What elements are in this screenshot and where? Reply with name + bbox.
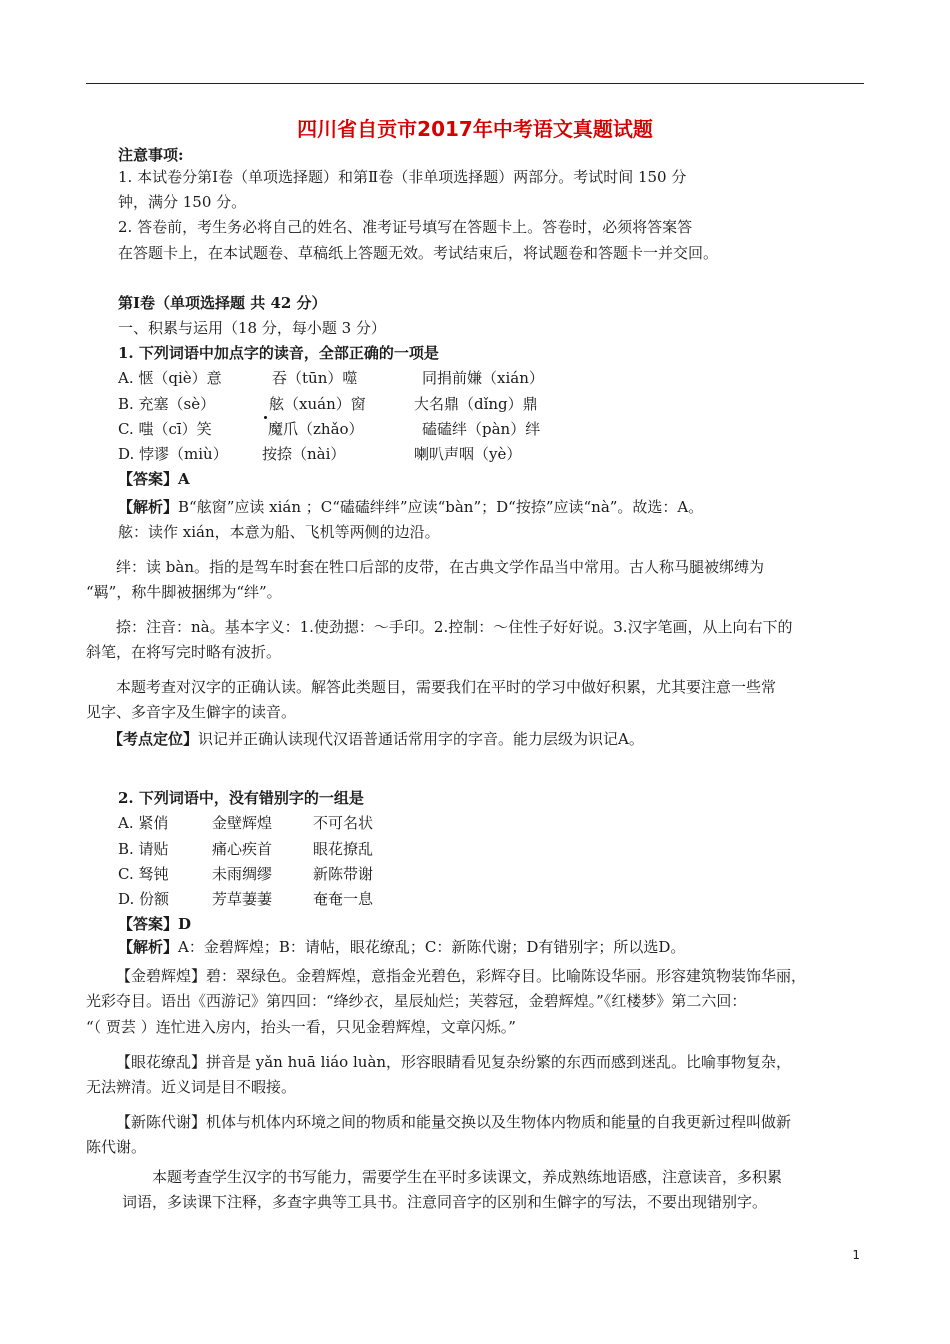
point-line xyxy=(108,729,644,749)
notice-line: 1. 本试卷分第Ⅰ卷（单项选择题）和第Ⅱ卷（非单项选择题）两部分。考试时间 150 分 xyxy=(118,168,687,186)
option-b-2: 舷（xuán）窗 xyxy=(269,395,366,413)
section-subheading: 一、积累与运用（18 分，每小题 3 分） xyxy=(118,319,386,337)
option-c-2: 魔爪（zhǎo） xyxy=(268,420,364,438)
notice-heading: 注意事项: xyxy=(118,146,184,164)
analysis-label: 【解析】 xyxy=(118,498,179,516)
option-b-2: 痛心疾首 xyxy=(212,840,273,858)
section-heading: 第Ⅰ卷（单项选择题 共 42 分） xyxy=(118,294,327,312)
answer: 【答案】D xyxy=(118,915,192,933)
note-line: 绊：读 bàn。指的是驾车时套在牲口后部的皮带，在古典文学作品当中常用。古人称马腿被绑缚为 xyxy=(116,558,764,576)
note-line: 捺：注音：nà。基本字义：1.使劲摁：～手印。2.控制：～住性子好好说。3.汉字笔画，从上向右下的 xyxy=(116,618,793,636)
analysis xyxy=(118,937,685,957)
option-d-1: D. 份额 xyxy=(118,890,170,908)
note-line: 词语，多读课下注释，多查字典等工具书。注意同音字的区别和生僻字的写法，不要出现错别字。 xyxy=(122,1193,768,1211)
notice-line: 钟，满分 150 分。 xyxy=(118,193,247,211)
note-line: 光彩夺目。语出《西游记》第四回：“绛纱衣，星辰灿烂；芙蓉冠，金碧辉煌。”《红楼梦》第二六回： xyxy=(86,992,747,1010)
option-a-3: 同捐前嫌（xián） xyxy=(422,369,544,387)
option-b-3: 大名鼎（dǐng）鼎 xyxy=(414,395,538,413)
option-d-2: 按捺（nài） xyxy=(262,445,346,463)
option-d-1: D. 悖谬（miù） xyxy=(118,445,228,463)
note-line: “羁”，称牛脚被捆绑为“绊”。 xyxy=(86,583,282,601)
note-line: “（ 贾芸 ）连忙进入房内，抬头一看，只见金碧辉煌，文章闪烁。” xyxy=(86,1018,516,1036)
note-line: 陈代谢。 xyxy=(86,1138,147,1156)
option-b-1: B. 请贴 xyxy=(118,840,169,858)
analysis xyxy=(118,497,703,517)
option-a-1: A. 紧俏 xyxy=(118,814,169,832)
note-line: 舷：读作 xián，本意为船、飞机等两侧的边沿。 xyxy=(118,523,440,541)
page-number: 1 xyxy=(852,1248,860,1262)
question-stem: 2. 下列词语中，没有错别字的一组是 xyxy=(118,789,364,807)
page-title: 四川省自贡市2017年中考语文真题试题 xyxy=(297,117,653,141)
question-stem: 1. 下列词语中加点字的读音，全部正确的一项是 xyxy=(118,344,439,362)
note-line: 见字、多音字及生僻字的读音。 xyxy=(86,703,297,721)
notice-line: 2. 答卷前，考生务必将自己的姓名、准考证号填写在答题卡上。答卷时，必须将答案答 xyxy=(118,218,693,236)
note-line: 本题考查对汉字的正确认读。解答此类题目，需要我们在平时的学习中做好积累，尤其要注意一些常 xyxy=(116,678,777,696)
notice-line: 在答题卡上，在本试题卷、草稿纸上答题无效。考试结束后，将试题卷和答题卡一并交回。 xyxy=(118,244,719,262)
option-b-3: 眼花撩乱 xyxy=(313,840,374,858)
note-line: 【新陈代谢】机体与机体内环境之间的物质和能量交换以及生物体内物质和能量的自我更新过程叫做新 xyxy=(116,1113,792,1131)
option-a-2: 金壁辉煌 xyxy=(212,814,273,832)
analysis-text: B“舷窗”应读 xián ；C“磕磕绊绊”应读“bàn”；D“按捺”应读“nà”。故选：A。 xyxy=(178,498,704,516)
option-c-3: 磕磕绊（pàn）绊 xyxy=(422,420,541,438)
note-line: 【眼花缭乱】拼音是 yǎn huā liáo luàn，形容眼睛看见复杂纷繁的东西而感到迷乱。比喻事物复杂， xyxy=(116,1053,792,1071)
note-line: 无法辨清。近义词是目不暇接。 xyxy=(86,1078,297,1096)
note-line: 本题考查学生汉字的书写能力，需要学生在平时多读课文，养成熟练地语感，注意读音，多积累 xyxy=(152,1168,783,1186)
option-a-2: 吞（tūn）噬 xyxy=(272,369,358,387)
option-a-3: 不可名状 xyxy=(313,814,374,832)
option-d-2: 芳草萋萋 xyxy=(212,890,273,908)
option-c-1: C. 嗤（cī）笑 xyxy=(118,420,212,438)
note-line: 【金碧辉煌】碧：翠绿色。金碧辉煌，意指金光碧色，彩辉夺目。比喻陈设华丽。形容建筑物装饰华丽， xyxy=(116,967,807,985)
note-line: 斜笔，在将写完时略有波折。 xyxy=(86,643,282,661)
option-d-3: 奄奄一息 xyxy=(313,890,374,908)
point-text: 识记并正确认读现代汉语普通话常用字的字音。能力层级为识记A。 xyxy=(198,730,644,748)
option-d-3: 喇叭声咽（yè） xyxy=(414,445,522,463)
answer: 【答案】A xyxy=(118,470,190,488)
header-rule xyxy=(86,83,864,84)
option-c-3: 新陈带谢 xyxy=(313,865,374,883)
option-b-1: B. 充塞（sè） xyxy=(118,395,216,413)
option-a-1: A. 惬（qiè）意 xyxy=(118,369,222,387)
analysis-label: 【解析】 xyxy=(118,938,179,956)
point-label: 【考点定位】 xyxy=(108,730,199,748)
option-c-2: 未雨绸缪 xyxy=(212,865,273,883)
option-c-1: C. 驽钝 xyxy=(118,865,169,883)
analysis-text: A：金碧辉煌；B：请帖，眼花缭乱；C：新陈代谢；D有错别字；所以选D。 xyxy=(178,938,686,956)
emphasis-dot xyxy=(264,416,267,419)
